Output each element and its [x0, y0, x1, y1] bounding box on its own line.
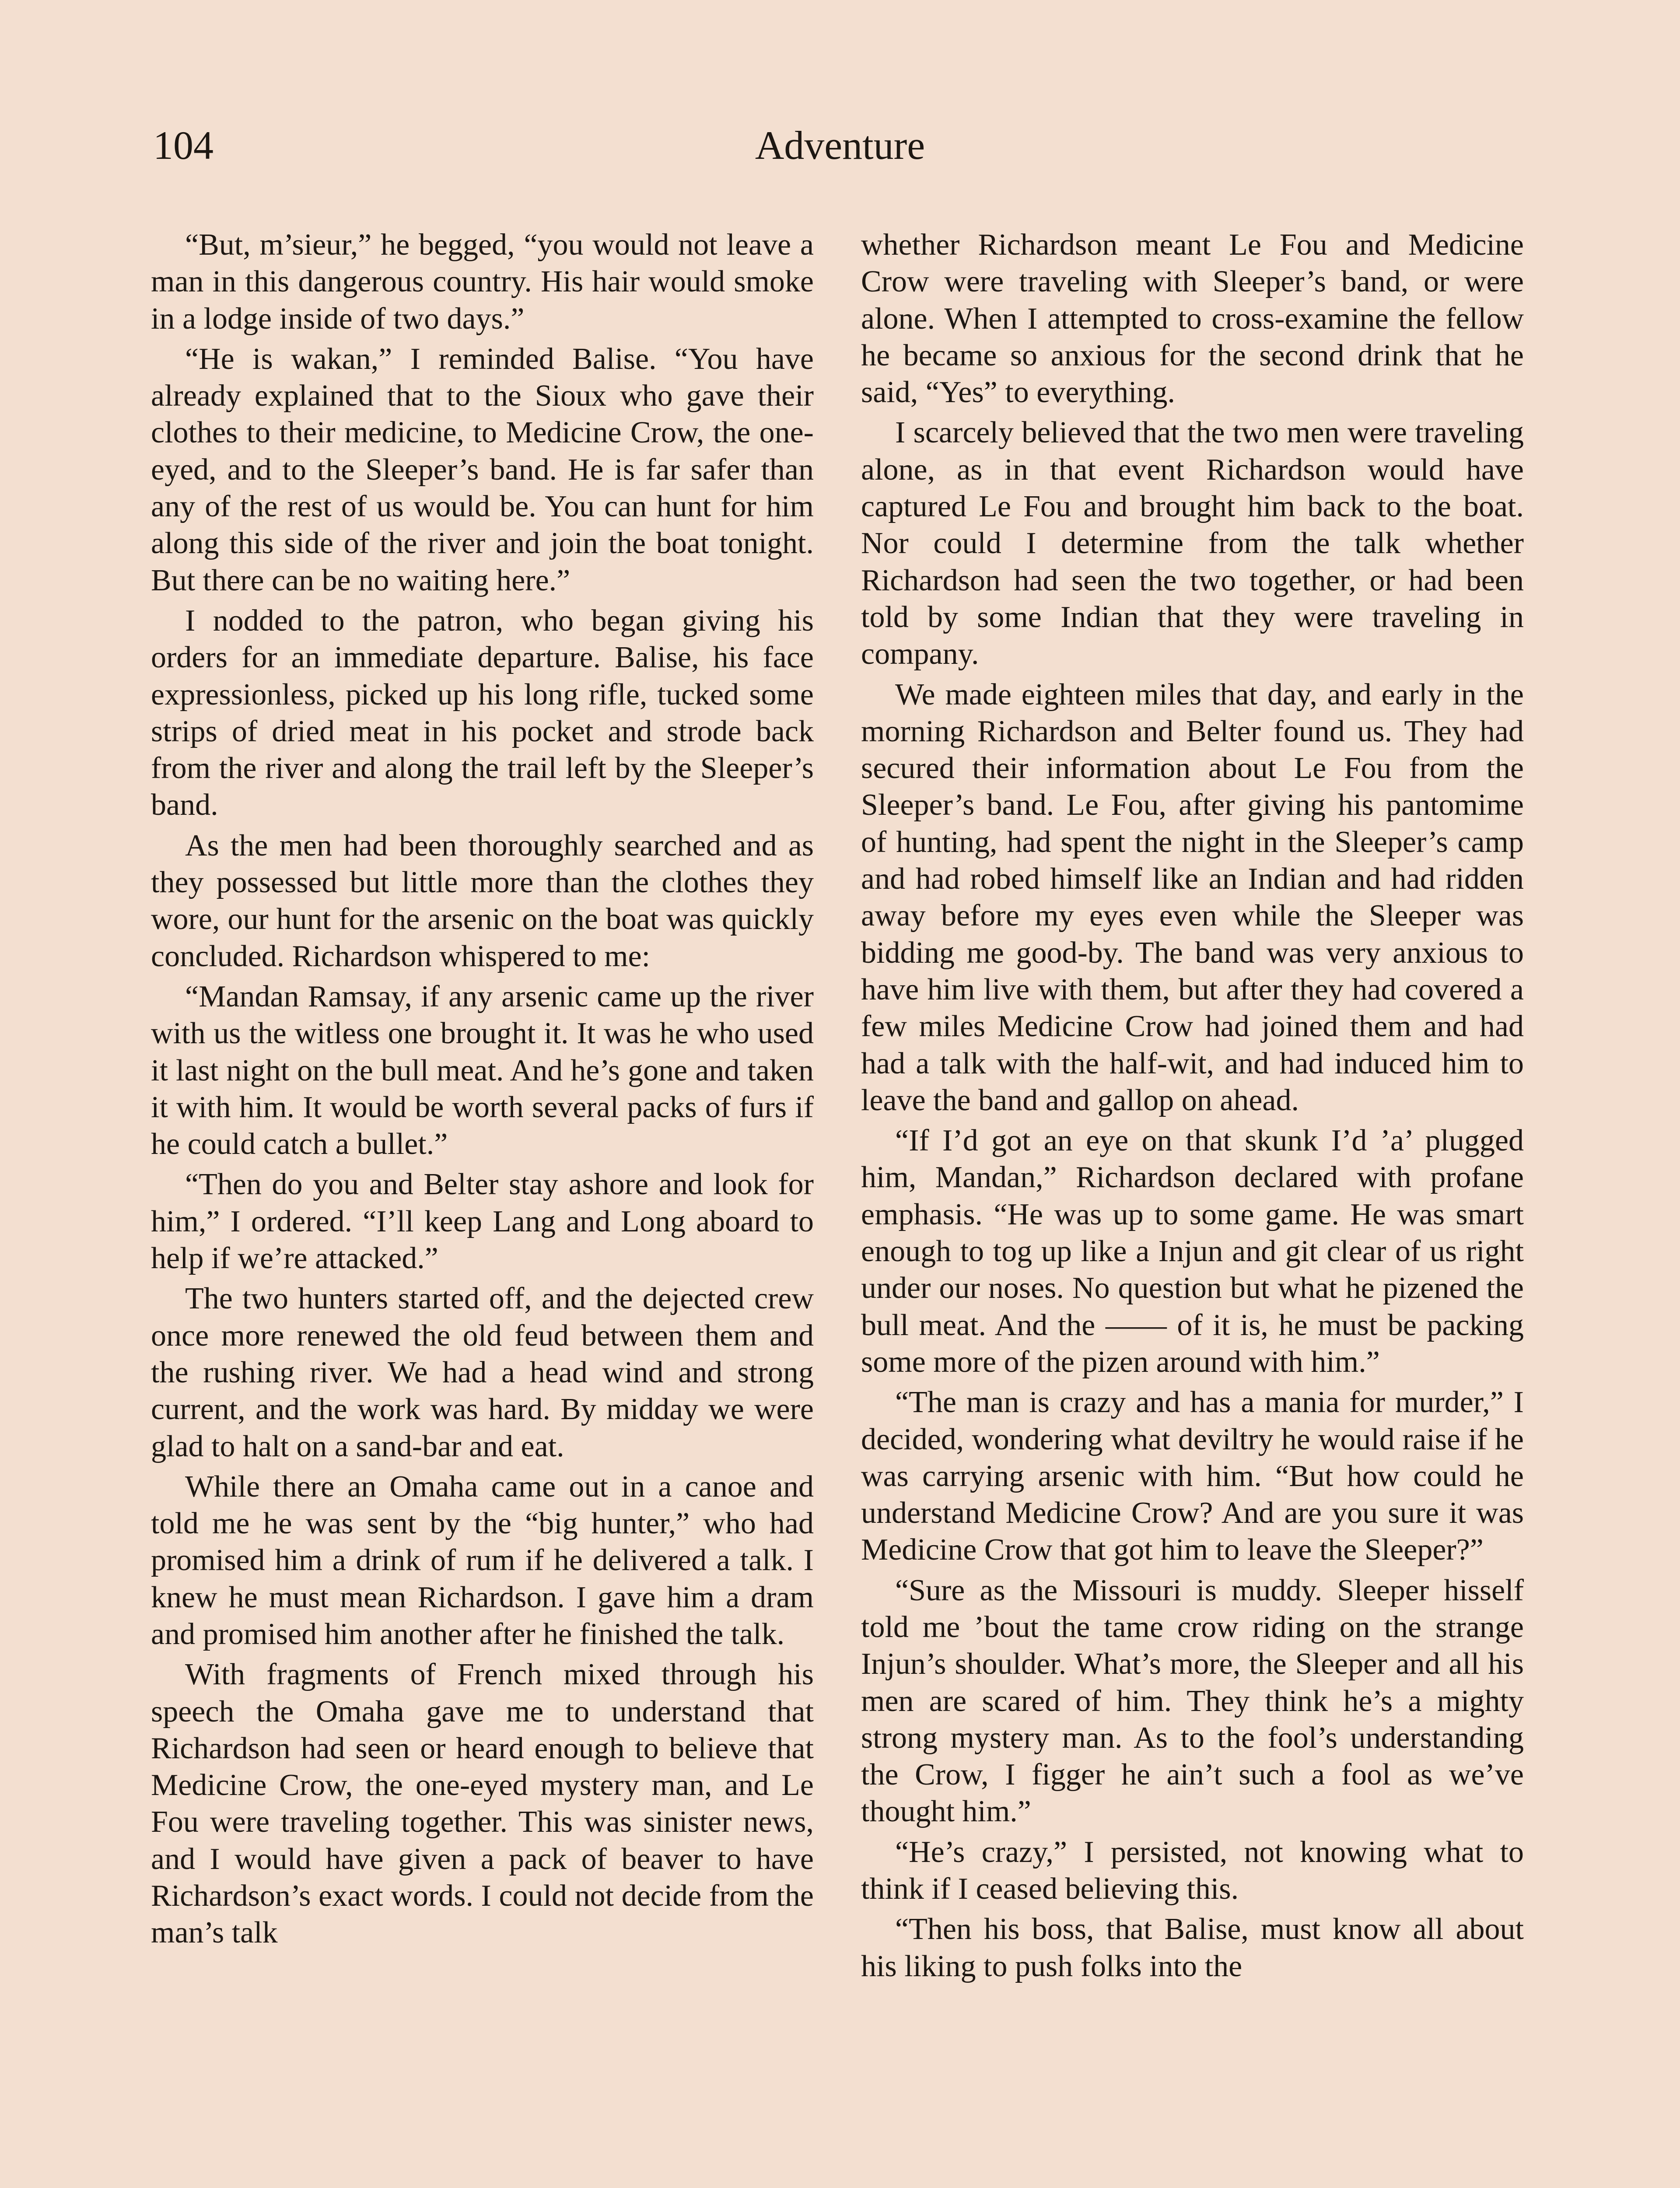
paragraph: While there an Omaha came out in a canoe and told me he was sent by the “big hunter,” who had promised him a drink of rum if he delivered a talk. I knew he must mean Richardson. I gave him a dram and promised him another after he finished the talk. [151, 1469, 814, 1651]
paragraph: We made eighteen miles that day, and early in the morning Richardson and Belter found us. They had secured their information about Le Fou from the Sleeper’s band. Le Fou, after giving his pantomime of hunting, had spent the night in the Sleeper’s camp and had robed himself like an Indian and had ridden away before my eyes even while the Sleeper was bidding me good-by. The band was very anxious to have him live with them, but after they had covered a few miles Medicine Crow had joined them and had had a talk with the half-wit, and had induced him to leave the band and gallop on ahead. [861, 677, 1524, 1117]
paragraph-continued: whether Richardson meant Le Fou and Medicine Crow were traveling with Sleeper’s band, or were alone. When I attempted to cross-examine the fellow he became so anxious for the second drink that he said, “Yes” to everything. [861, 228, 1524, 410]
paragraph: “But, m’sieur,” he begged, “you would not leave a man in this dangerous country. His hair would smoke in a lodge inside of two days.” [151, 228, 814, 336]
paragraph: I nodded to the patron, who began giving his orders for an immediate departure. Balise, his face expressionless, picked up his long rifle, tucked some strips of dried meat in his pocket and strode back from the river and along the trail left by the Sleeper’s band. [151, 603, 814, 822]
paragraph: “He is wakan,” I reminded Balise. “You have already explained that to the Sioux who gave their clothes to their medicine, to Medicine Crow, the one-eyed, and to the Sleeper’s band. He is far safer than any of the rest of us would be. You can hunt for him along this side of the river and join the boat tonight. But there can be no waiting here.” [151, 342, 814, 597]
paragraph: “If I’d got an eye on that skunk I’d ’a’ plugged him, Mandan,” Richardson declared with profane emphasis. “He was up to some game. He was smart enough to tog up like a Injun and git clear of us right under our noses. No question but what he pizened the bull meat. And the —— of it is, he must be packing some more of the pizen around with him.” [861, 1124, 1524, 1379]
page-number: 104 [153, 123, 214, 168]
paragraph: As the men had been thoroughly searched and as they possessed but little more than the clothes they wore, our hunt for the arsenic on the boat was quickly concluded. Richardson whispered to me: [151, 828, 814, 973]
paragraph: The two hunters started off, and the dejected crew once more renewed the old feud between them and the rushing river. We had a head wind and strong current, and the work was hard. By midday we were glad to halt on a sand-bar and eat. [151, 1282, 814, 1463]
paragraph: “The man is crazy and has a mania for murder,” I decided, wondering what deviltry he would raise if he was carrying arsenic with him. “But how could he understand Medicine Crow? And are you sure it was Medicine Crow that got him to leave the Sleeper?” [861, 1385, 1524, 1567]
paragraph: “Sure as the Missouri is muddy. Sleeper hisself told me ’bout the tame crow riding on the strange Injun’s shoulder. What’s more, the Sleeper and all his men are scared of him. They think he’s a mighty strong mystery man. As to the fool’s understanding the Crow, I figger he ain’t such a fool as we’ve thought him.” [861, 1573, 1524, 1829]
paragraph: “Mandan Ramsay, if any arsenic came up the river with us the witless one brought it. It was he who used it last night on the bull meat. And he’s gone and taken it with him. It would be worth several packs of furs if he could catch a bullet.” [151, 979, 814, 1161]
running-head-title: Adventure [755, 123, 925, 168]
paragraph: With fragments of French mixed through his speech the Omaha gave me to understand that Richardson had seen or heard enough to believe that Medicine Crow, the one-eyed mystery man, and Le Fou were traveling together. This was sinister news, and I would have given a pack of beaver to have Richardson’s exact words. I could not decide from the man’s talk [151, 1658, 814, 1950]
right-text-column [861, 227, 1524, 1985]
paragraph: “Then do you and Belter stay ashore and look for him,” I ordered. “I’ll keep Lang and Long aboard to help if we’re attacked.” [151, 1168, 814, 1276]
paragraph: “He’s crazy,” I persisted, not knowing what to think if I ceased believing this. [861, 1835, 1524, 1906]
left-text-column [151, 227, 814, 1952]
paragraph: “Then his boss, that Balise, must know all about his liking to push folks into the [861, 1912, 1524, 1983]
paragraph: I scarcely believed that the two men were traveling alone, as in that event Richardson would have captured Le Fou and brought him back to the boat. Nor could I determine from the talk whether Richardson had seen the two together, or had been told by some Indian that they were traveling in company. [861, 416, 1524, 671]
